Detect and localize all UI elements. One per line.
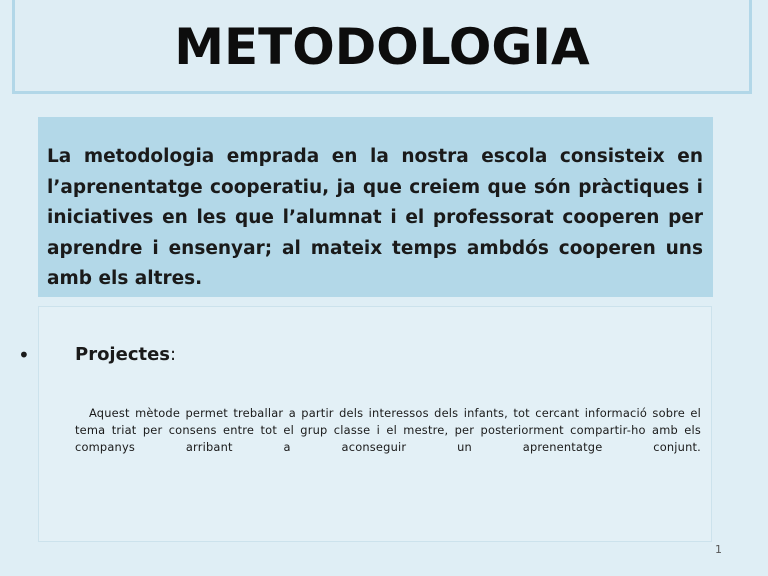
page-number: 1	[715, 543, 722, 556]
intro-box	[38, 117, 713, 297]
slide-title: METODOLOGIA	[174, 17, 590, 76]
bullet-heading-colon: :	[170, 344, 177, 365]
bullet-item-projectes	[18, 342, 176, 368]
bullet-heading	[75, 342, 176, 368]
intro-text: La metodologia emprada en la nostra escola consisteix en l’aprenentatge cooperatiu, ja que creiem que són pràctiques i iniciatives en les que l’alumnat i el professorat cooperen per aprendre i ensenyar; al mateix temps ambdós cooperen uns amb els altres.	[47, 146, 703, 289]
title-box	[12, 0, 752, 94]
bullet-heading-label: Projectes	[75, 344, 171, 365]
bullet-marker: •	[18, 343, 30, 367]
bullet-paragraph: Aquest mètode permet treballar a partir dels interessos dels infants, tot cercant informació sobre el tema triat per consens entre tot el grup classe i el mestre, per posteriorment compartir-ho amb els companys arribant a aconseguir un aprenentatge conjunt.	[75, 406, 701, 454]
